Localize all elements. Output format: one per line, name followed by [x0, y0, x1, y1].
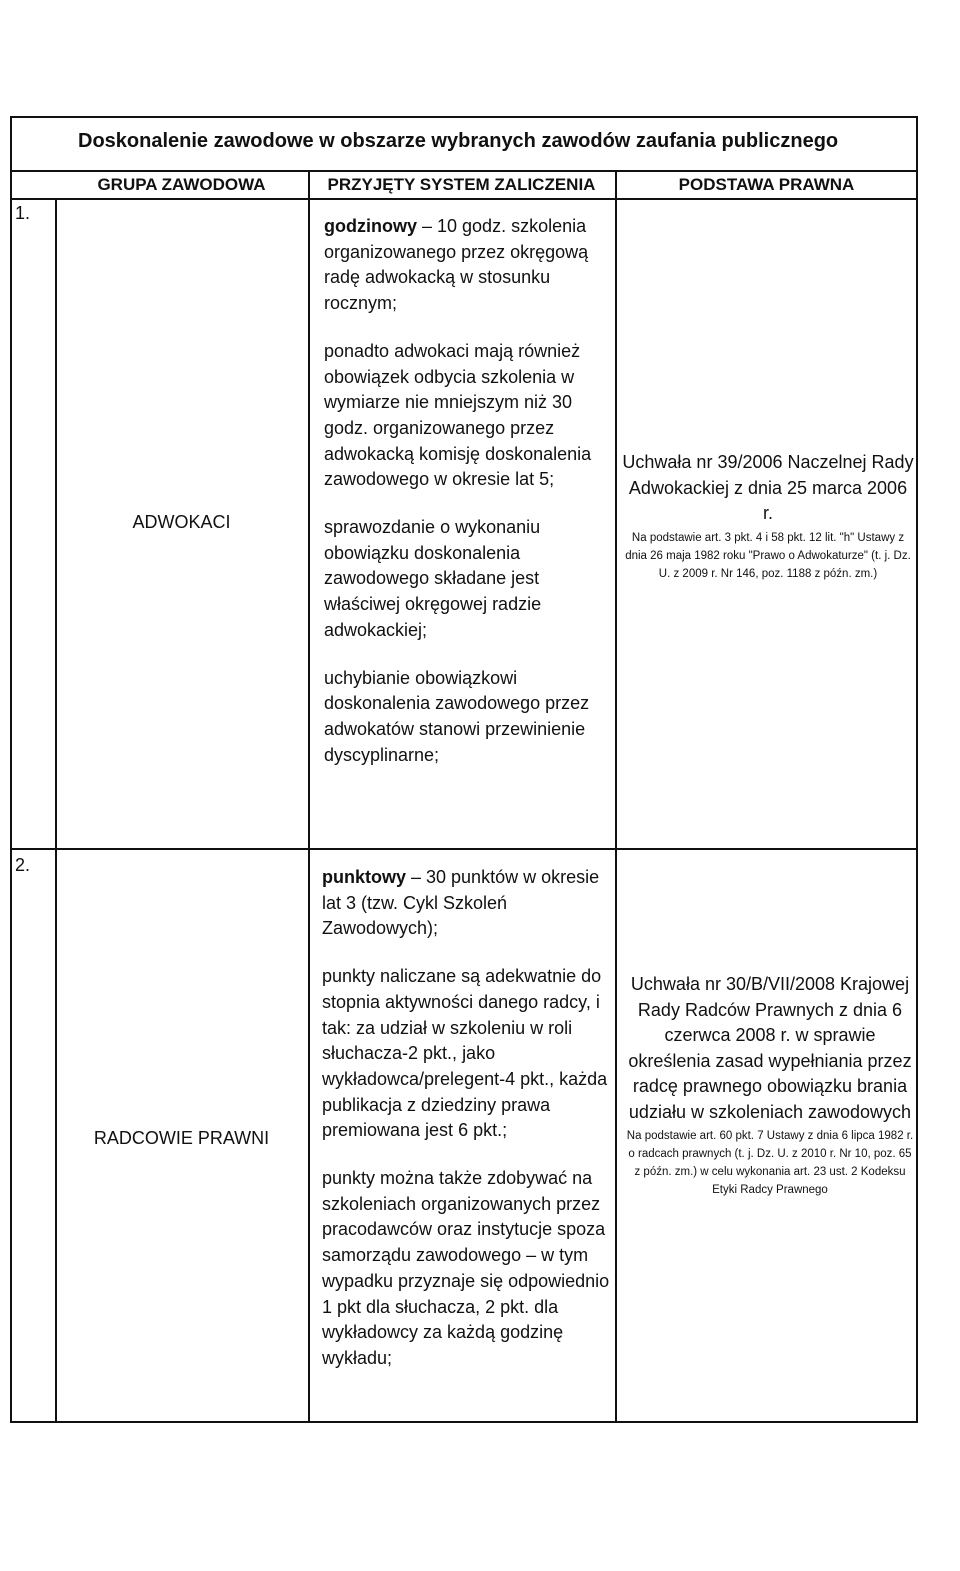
system-lead-text: – 10 godz. szkolenia organizowanego przez okręgową radę adwokacką w stosunku rocznym;: [324, 216, 589, 314]
header-system: PRZYJĘTY SYSTEM ZALICZENIA: [327, 175, 596, 194]
system-paragraph: uchybianie obowiązkowi doskonalenia zawodowego przez adwokatów stanowi przewinienie dyscyplinarne;: [324, 667, 590, 765]
legal-basis-note: Na podstawie art. 3 pkt. 4 i 58 pkt. 12 lit. "h" Ustawy z dnia 26 maja 1982 roku "Prawo o Adwokaturze" (t. j. Dz. U. z 2009 r. Nr 146, poz. 1188 z późn. zm.): [625, 531, 911, 580]
legal-basis-main: Uchwała nr 30/B/VII/2008 Krajowej Rady Radców Prawnych z dnia 6 czerwca 2008 r. w sprawie określenia zasad wypełniania przez radcę prawnego obowiązku brania udziału w szkoleniach zawodowych: [628, 974, 912, 1122]
row-number: 1.: [15, 203, 31, 223]
system-paragraph: ponadto adwokaci mają również obowiązek odbycia szkolenia w wymiarze nie mniejszym niż 30 godz. organizowanego przez adwokacką komisję doskonalenia zawodowego w okresie lat 5;: [324, 340, 592, 490]
row-number: 2.: [15, 855, 31, 875]
system-paragraph: punkty naliczane są adekwatnie do stopnia aktywności danego radcy, i tak: za udział w szkoleniu w roli słuchacza-2 pkt., jako wykładowca/prelegent-4 pkt., każda publikacja z dziedziny prawa premiowana jest 6 pkt.;: [322, 966, 608, 1141]
system-paragraph: sprawozdanie o wykonaniu obowiązku doskonalenia zawodowego składane jest właściwej okręgowej radzie adwokackiej;: [324, 517, 542, 640]
header-divider: [10, 198, 918, 200]
system-type: godzinowy: [324, 216, 417, 236]
system-lead: [324, 214, 604, 317]
header-basis: PODSTAWA PRAWNA: [678, 175, 855, 194]
page-title: Doskonalenie zawodowe w obszarze wybranych zawodów zaufania publicznego: [78, 130, 839, 152]
column-divider-group: [308, 170, 310, 1423]
title-divider: [10, 170, 918, 172]
column-divider-system: [615, 170, 617, 1423]
row-group-name: ADWOKACI: [132, 512, 231, 532]
column-divider-number: [55, 198, 57, 1423]
system-lead-text: – 30 punktów w okresie lat 3 (tzw. Cykl Szkoleń Zawodowych);: [322, 867, 600, 939]
row-system-text: [324, 214, 604, 768]
legal-basis-note: Na podstawie art. 60 pkt. 7 Ustawy z dnia 6 lipca 1982 r. o radcach prawnych (t. j. Dz. U. z 2010 r. Nr 10, poz. 65 z późn. zm.) w celu wykonania art. 23 ust. 2 Kodeksu Etyki Radcy Prawnego: [626, 1130, 914, 1196]
legal-basis-main: Uchwała nr 39/2006 Naczelnej Rady Adwokackiej z dnia 25 marca 2006 r.: [622, 452, 914, 523]
system-lead: [322, 865, 610, 942]
system-type: punktowy: [322, 867, 406, 887]
row-legal-basis: [622, 450, 914, 583]
row-legal-basis: [625, 972, 915, 1199]
header-group: GRUPA ZAWODOWA: [97, 175, 266, 194]
system-paragraph: punkty można także zdobywać na szkoleniach organizowanych przez pracodawców oraz instytucje spoza samorządu zawodowego – w tym wypadku przyznaje się odpowiednio 1 pkt dla słuchacza, 2 pkt. dla wykładowcy za każdą godzinę wykładu;: [322, 1168, 610, 1368]
row-divider: [10, 848, 918, 850]
row-system-text: [322, 865, 610, 1372]
row-group-name: RADCOWIE PRAWNI: [93, 1128, 270, 1148]
